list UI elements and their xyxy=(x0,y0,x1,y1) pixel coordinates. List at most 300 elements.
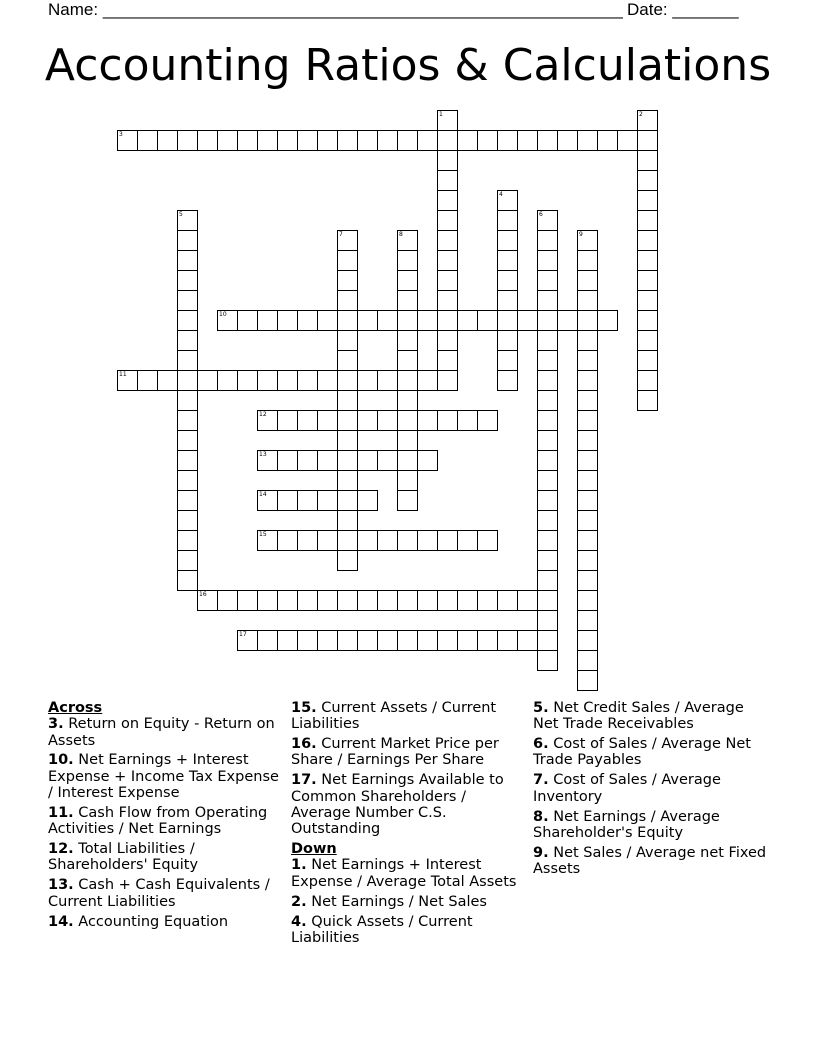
grid-cell[interactable] xyxy=(217,370,238,391)
grid-cell[interactable] xyxy=(277,530,298,551)
grid-cell[interactable] xyxy=(437,290,458,311)
grid-cell[interactable] xyxy=(397,290,418,311)
clue-across-16 xyxy=(291,736,525,769)
grid-cell[interactable] xyxy=(297,450,318,471)
grid-cell[interactable] xyxy=(637,330,658,351)
clue-across-13 xyxy=(48,877,280,910)
grid-cell[interactable] xyxy=(537,650,558,671)
grid-cell[interactable] xyxy=(637,190,658,211)
clue-number-11: 11 xyxy=(119,371,127,378)
clue-down-1 xyxy=(291,857,525,890)
grid-cell[interactable] xyxy=(397,630,418,651)
grid-cell[interactable] xyxy=(377,370,398,391)
grid-cell[interactable] xyxy=(557,130,578,151)
clue-number: 13. xyxy=(48,877,74,894)
grid-cell[interactable] xyxy=(557,310,578,331)
grid-cell[interactable] xyxy=(417,370,438,391)
grid-cell[interactable] xyxy=(537,630,558,651)
grid-cell[interactable] xyxy=(537,530,558,551)
clue-number-2: 2 xyxy=(639,111,643,118)
grid-cell[interactable] xyxy=(437,330,458,351)
grid-cell[interactable] xyxy=(417,590,438,611)
grid-cell[interactable] xyxy=(257,590,278,611)
grid-cell[interactable] xyxy=(377,310,398,331)
grid-cell[interactable] xyxy=(177,550,198,571)
grid-cell[interactable] xyxy=(637,230,658,251)
grid-cell[interactable] xyxy=(157,130,178,151)
date-blank[interactable]: _______ xyxy=(672,0,739,19)
grid-cell[interactable] xyxy=(397,590,418,611)
clue-across-12 xyxy=(48,841,280,874)
clue-down-5 xyxy=(533,700,773,733)
grid-cell[interactable] xyxy=(197,370,218,391)
grid-cell[interactable] xyxy=(217,590,238,611)
grid-cell[interactable] xyxy=(177,470,198,491)
grid-cell[interactable] xyxy=(477,630,498,651)
grid-cell[interactable] xyxy=(437,630,458,651)
grid-cell[interactable] xyxy=(297,630,318,651)
grid-cell[interactable] xyxy=(317,450,338,471)
grid-cell[interactable] xyxy=(337,470,358,491)
grid-cell[interactable] xyxy=(337,290,358,311)
grid-cell[interactable] xyxy=(177,230,198,251)
grid-cell[interactable] xyxy=(637,170,658,191)
clue-text: Current Market Price per Share / Earnings Per Share xyxy=(291,736,499,769)
grid-cell[interactable] xyxy=(577,450,598,471)
grid-cell[interactable] xyxy=(397,430,418,451)
clue-number-1: 1 xyxy=(439,111,443,118)
grid-cell[interactable] xyxy=(337,390,358,411)
grid-cell[interactable] xyxy=(257,310,278,331)
grid-cell[interactable] xyxy=(537,610,558,631)
grid-cell[interactable] xyxy=(277,630,298,651)
grid-cell[interactable] xyxy=(157,370,178,391)
grid-cell[interactable] xyxy=(277,590,298,611)
grid-cell[interactable] xyxy=(337,510,358,531)
grid-cell[interactable] xyxy=(637,370,658,391)
grid-cell[interactable] xyxy=(457,130,478,151)
grid-cell[interactable] xyxy=(537,230,558,251)
grid-cell[interactable] xyxy=(277,490,298,511)
grid-cell[interactable] xyxy=(497,350,518,371)
clue-text: Net Sales / Average net Fixed Assets xyxy=(533,844,767,878)
grid-cell[interactable] xyxy=(337,250,358,271)
grid-cell[interactable] xyxy=(357,130,378,151)
grid-cell[interactable] xyxy=(537,430,558,451)
grid-cell[interactable] xyxy=(317,530,338,551)
grid-cell[interactable] xyxy=(577,330,598,351)
grid-cell[interactable] xyxy=(297,530,318,551)
grid-cell[interactable] xyxy=(537,250,558,271)
grid-cell[interactable] xyxy=(377,530,398,551)
grid-cell[interactable] xyxy=(537,270,558,291)
grid-cell[interactable] xyxy=(537,410,558,431)
grid-cell[interactable] xyxy=(217,130,238,151)
grid-cell[interactable] xyxy=(317,490,338,511)
grid-cell[interactable] xyxy=(637,290,658,311)
grid-cell[interactable] xyxy=(437,210,458,231)
clue-number-10: 10 xyxy=(219,311,227,318)
grid-cell[interactable] xyxy=(457,530,478,551)
grid-cell[interactable] xyxy=(337,410,358,431)
grid-cell[interactable] xyxy=(297,590,318,611)
clue-down-2 xyxy=(291,894,525,910)
grid-cell[interactable] xyxy=(397,410,418,431)
grid-cell[interactable] xyxy=(297,310,318,331)
grid-cell[interactable] xyxy=(177,370,198,391)
clue-text: Current Assets / Current Liabilities xyxy=(291,700,497,733)
clue-text: Net Earnings / Average Shareholder's Equity xyxy=(533,808,720,841)
clue-text: Cost of Sales / Average Net Trade Payables xyxy=(533,736,751,769)
grid-cell[interactable] xyxy=(637,390,658,411)
grid-cell[interactable] xyxy=(497,630,518,651)
clue-column-3 xyxy=(533,700,773,881)
grid-cell[interactable] xyxy=(577,390,598,411)
clue-down-9 xyxy=(533,845,773,878)
grid-cell[interactable] xyxy=(577,370,598,391)
grid-cell[interactable] xyxy=(337,330,358,351)
grid-cell[interactable] xyxy=(577,630,598,651)
grid-cell[interactable] xyxy=(377,450,398,471)
grid-cell[interactable] xyxy=(537,550,558,571)
grid-cell[interactable] xyxy=(577,650,598,671)
grid-cell[interactable] xyxy=(577,570,598,591)
grid-cell[interactable] xyxy=(357,630,378,651)
clue-number: 7. xyxy=(533,772,549,789)
grid-cell[interactable] xyxy=(177,330,198,351)
grid-cell[interactable] xyxy=(497,290,518,311)
clue-number: 16. xyxy=(291,736,317,753)
grid-cell[interactable] xyxy=(577,290,598,311)
grid-cell[interactable] xyxy=(397,250,418,271)
across-heading: Across xyxy=(48,700,103,716)
grid-cell[interactable] xyxy=(617,130,638,151)
grid-cell[interactable] xyxy=(177,450,198,471)
grid-cell[interactable] xyxy=(357,590,378,611)
clue-down-8 xyxy=(533,809,773,842)
grid-cell[interactable] xyxy=(497,310,518,331)
grid-cell[interactable] xyxy=(297,490,318,511)
grid-cell[interactable] xyxy=(397,390,418,411)
grid-cell[interactable] xyxy=(337,130,358,151)
grid-cell[interactable] xyxy=(297,130,318,151)
grid-cell[interactable] xyxy=(537,570,558,591)
grid-cell[interactable] xyxy=(177,250,198,271)
grid-cell[interactable] xyxy=(457,410,478,431)
grid-cell[interactable] xyxy=(397,530,418,551)
grid-cell[interactable] xyxy=(177,430,198,451)
grid-cell[interactable] xyxy=(177,270,198,291)
clue-across-15 xyxy=(291,700,525,733)
grid-cell[interactable] xyxy=(177,390,198,411)
clue-number: 12. xyxy=(48,841,74,858)
clue-number-15: 15 xyxy=(259,531,267,538)
grid-cell[interactable] xyxy=(637,250,658,271)
grid-cell[interactable] xyxy=(517,630,538,651)
grid-cell[interactable] xyxy=(397,270,418,291)
grid-cell[interactable] xyxy=(477,590,498,611)
grid-cell[interactable] xyxy=(177,490,198,511)
grid-cell[interactable] xyxy=(477,310,498,331)
grid-cell[interactable] xyxy=(637,150,658,171)
grid-cell[interactable] xyxy=(577,670,598,691)
grid-cell[interactable] xyxy=(397,130,418,151)
grid-cell[interactable] xyxy=(337,490,358,511)
clue-number-5: 5 xyxy=(179,211,183,218)
clue-across-10 xyxy=(48,752,280,801)
grid-cell[interactable] xyxy=(577,590,598,611)
grid-cell[interactable] xyxy=(537,470,558,491)
grid-cell[interactable] xyxy=(437,410,458,431)
grid-cell[interactable] xyxy=(437,530,458,551)
puzzle-title: Accounting Ratios & Calculations xyxy=(44,40,772,91)
clue-text: Net Earnings + Interest Expense / Average Total Assets xyxy=(291,857,517,890)
grid-cell[interactable] xyxy=(417,410,438,431)
grid-cell[interactable] xyxy=(177,130,198,151)
grid-cell[interactable] xyxy=(477,530,498,551)
clue-down-4 xyxy=(291,914,525,947)
grid-cell[interactable] xyxy=(237,130,258,151)
grid-cell[interactable] xyxy=(577,310,598,331)
grid-cell[interactable] xyxy=(437,350,458,371)
clue-number-9: 9 xyxy=(579,231,583,238)
grid-cell[interactable] xyxy=(297,410,318,431)
grid-cell[interactable] xyxy=(317,630,338,651)
grid-cell[interactable] xyxy=(537,370,558,391)
clue-number: 3. xyxy=(48,716,64,733)
grid-cell[interactable] xyxy=(537,490,558,511)
grid-cell[interactable] xyxy=(497,130,518,151)
grid-cell[interactable] xyxy=(517,130,538,151)
clue-number: 5. xyxy=(533,700,549,716)
grid-cell[interactable] xyxy=(137,130,158,151)
grid-cell[interactable] xyxy=(537,390,558,411)
clue-down-7 xyxy=(533,772,773,805)
grid-cell[interactable] xyxy=(417,310,438,331)
clue-number-13: 13 xyxy=(259,451,267,458)
clue-number: 14. xyxy=(48,913,74,930)
grid-cell[interactable] xyxy=(417,630,438,651)
grid-cell[interactable] xyxy=(437,230,458,251)
grid-cell[interactable] xyxy=(177,410,198,431)
grid-cell[interactable] xyxy=(577,610,598,631)
grid-cell[interactable] xyxy=(357,370,378,391)
grid-cell[interactable] xyxy=(237,310,258,331)
clue-number-17: 17 xyxy=(239,631,247,638)
grid-cell[interactable] xyxy=(537,310,558,331)
grid-cell[interactable] xyxy=(337,630,358,651)
clue-down-6 xyxy=(533,736,773,769)
grid-cell[interactable] xyxy=(397,470,418,491)
clue-number-4: 4 xyxy=(499,191,503,198)
clue-text: Cost of Sales / Average Inventory xyxy=(533,772,721,805)
grid-cell[interactable] xyxy=(517,310,538,331)
grid-cell[interactable] xyxy=(497,370,518,391)
grid-cell[interactable] xyxy=(577,550,598,571)
clue-number-3: 3 xyxy=(119,131,123,138)
grid-cell[interactable] xyxy=(637,350,658,371)
grid-cell[interactable] xyxy=(277,310,298,331)
grid-cell[interactable] xyxy=(577,530,598,551)
grid-cell[interactable] xyxy=(537,290,558,311)
grid-cell[interactable] xyxy=(397,450,418,471)
grid-cell[interactable] xyxy=(237,370,258,391)
grid-cell[interactable] xyxy=(637,270,658,291)
grid-cell[interactable] xyxy=(177,530,198,551)
grid-cell[interactable] xyxy=(277,370,298,391)
grid-cell[interactable] xyxy=(537,130,558,151)
grid-cell[interactable] xyxy=(637,210,658,231)
grid-cell[interactable] xyxy=(337,550,358,571)
grid-cell[interactable] xyxy=(397,370,418,391)
grid-cell[interactable] xyxy=(577,250,598,271)
grid-cell[interactable] xyxy=(437,150,458,171)
grid-cell[interactable] xyxy=(497,330,518,351)
clue-number: 1. xyxy=(291,857,307,874)
grid-cell[interactable] xyxy=(317,590,338,611)
grid-cell[interactable] xyxy=(317,410,338,431)
clue-text: Cash Flow from Operating Activities / Net Earnings xyxy=(48,804,268,838)
grid-cell[interactable] xyxy=(357,490,378,511)
grid-cell[interactable] xyxy=(397,350,418,371)
grid-cell[interactable] xyxy=(437,170,458,191)
grid-cell[interactable] xyxy=(577,270,598,291)
grid-cell[interactable] xyxy=(417,450,438,471)
grid-cell[interactable] xyxy=(317,130,338,151)
grid-cell[interactable] xyxy=(317,370,338,391)
clue-number-14: 14 xyxy=(259,491,267,498)
grid-cell[interactable] xyxy=(577,510,598,531)
grid-cell[interactable] xyxy=(397,310,418,331)
grid-cell[interactable] xyxy=(497,250,518,271)
grid-cell[interactable] xyxy=(337,270,358,291)
grid-cell[interactable] xyxy=(477,410,498,431)
grid-cell[interactable] xyxy=(497,590,518,611)
clue-across-11 xyxy=(48,805,280,838)
grid-cell[interactable] xyxy=(277,410,298,431)
grid-cell[interactable] xyxy=(337,450,358,471)
grid-cell[interactable] xyxy=(457,590,478,611)
clue-number-16: 16 xyxy=(199,591,207,598)
grid-cell[interactable] xyxy=(317,310,338,331)
grid-cell[interactable] xyxy=(457,310,478,331)
clue-text: Accounting Equation xyxy=(73,913,229,930)
clue-number: 4. xyxy=(291,913,307,930)
grid-cell[interactable] xyxy=(337,590,358,611)
grid-cell[interactable] xyxy=(437,370,458,391)
grid-cell[interactable] xyxy=(357,310,378,331)
grid-cell[interactable] xyxy=(357,450,378,471)
down-heading: Down xyxy=(291,841,337,858)
grid-cell[interactable] xyxy=(237,590,258,611)
grid-cell[interactable] xyxy=(497,210,518,231)
grid-cell[interactable] xyxy=(497,230,518,251)
grid-cell[interactable] xyxy=(417,530,438,551)
grid-cell[interactable] xyxy=(437,250,458,271)
grid-cell[interactable] xyxy=(257,370,278,391)
grid-cell[interactable] xyxy=(577,410,598,431)
grid-cell[interactable] xyxy=(497,270,518,291)
grid-cell[interactable] xyxy=(177,350,198,371)
grid-cell[interactable] xyxy=(257,130,278,151)
grid-cell[interactable] xyxy=(337,350,358,371)
clue-text: Net Earnings / Net Sales xyxy=(306,893,487,910)
clue-text: Quick Assets / Current Liabilities xyxy=(291,913,473,946)
clue-number: 6. xyxy=(533,736,549,753)
clue-number-7: 7 xyxy=(339,231,343,238)
grid-cell[interactable] xyxy=(377,130,398,151)
grid-cell[interactable] xyxy=(417,130,438,151)
grid-cell[interactable] xyxy=(177,310,198,331)
clue-number: 15. xyxy=(291,700,317,716)
clue-number: 8. xyxy=(533,808,549,825)
grid-cell[interactable] xyxy=(277,130,298,151)
grid-cell[interactable] xyxy=(357,410,378,431)
grid-cell[interactable] xyxy=(377,630,398,651)
grid-cell[interactable] xyxy=(337,530,358,551)
grid-cell[interactable] xyxy=(337,370,358,391)
grid-cell[interactable] xyxy=(397,330,418,351)
grid-cell[interactable] xyxy=(537,510,558,531)
name-label: Name: xyxy=(48,0,99,19)
clue-text: Net Earnings + Interest Expense + Income Tax Expense / Interest Expense xyxy=(48,752,279,802)
grid-cell[interactable] xyxy=(197,130,218,151)
grid-cell[interactable] xyxy=(337,310,358,331)
grid-cell[interactable] xyxy=(537,350,558,371)
grid-cell[interactable] xyxy=(537,590,558,611)
grid-cell[interactable] xyxy=(277,450,298,471)
clue-text: Net Credit Sales / Average Net Trade Receivables xyxy=(533,700,744,733)
grid-cell[interactable] xyxy=(177,510,198,531)
grid-cell[interactable] xyxy=(257,630,278,651)
clue-number: 11. xyxy=(48,804,74,821)
grid-cell[interactable] xyxy=(637,310,658,331)
clue-number: 17. xyxy=(291,772,317,789)
grid-cell[interactable] xyxy=(597,130,618,151)
grid-cell[interactable] xyxy=(577,130,598,151)
grid-cell[interactable] xyxy=(597,310,618,331)
grid-cell[interactable] xyxy=(577,490,598,511)
grid-cell[interactable] xyxy=(177,570,198,591)
grid-cell[interactable] xyxy=(517,590,538,611)
clue-text: Total Liabilities / Shareholders' Equity xyxy=(48,841,199,874)
grid-cell[interactable] xyxy=(437,130,458,151)
grid-cell[interactable] xyxy=(437,270,458,291)
grid-cell[interactable] xyxy=(437,310,458,331)
grid-cell[interactable] xyxy=(637,130,658,151)
grid-cell[interactable] xyxy=(377,590,398,611)
grid-cell[interactable] xyxy=(437,190,458,211)
name-blank[interactable]: _______________________________________________________ xyxy=(102,0,623,19)
grid-cell[interactable] xyxy=(477,130,498,151)
grid-cell[interactable] xyxy=(297,370,318,391)
grid-cell[interactable] xyxy=(337,430,358,451)
clue-column-2 xyxy=(291,700,525,950)
clue-text: Cash + Cash Equivalents / Current Liabilities xyxy=(48,877,270,910)
grid-cell[interactable] xyxy=(457,630,478,651)
grid-cell[interactable] xyxy=(177,290,198,311)
grid-cell[interactable] xyxy=(137,370,158,391)
grid-cell[interactable] xyxy=(537,450,558,471)
grid-cell[interactable] xyxy=(537,330,558,351)
grid-cell[interactable] xyxy=(397,490,418,511)
grid-cell[interactable] xyxy=(377,410,398,431)
grid-cell[interactable] xyxy=(577,350,598,371)
grid-cell[interactable] xyxy=(437,590,458,611)
grid-cell[interactable] xyxy=(577,470,598,491)
grid-cell[interactable] xyxy=(577,430,598,451)
grid-cell[interactable] xyxy=(357,530,378,551)
